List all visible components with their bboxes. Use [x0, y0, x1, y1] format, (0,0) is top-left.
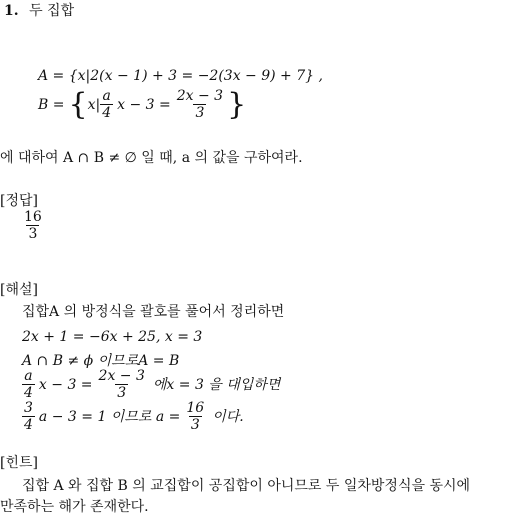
solution-fraction	[22, 368, 35, 401]
fraction-numerator: 2x − 3	[98, 368, 145, 384]
fraction-numerator: 3	[24, 400, 33, 416]
solution-label: [해설]	[0, 282, 38, 298]
answer-label: [정답]	[0, 193, 38, 209]
fraction-denominator: 3	[190, 417, 200, 433]
fraction-denominator: 4	[24, 417, 33, 433]
solution-line-5	[22, 400, 244, 433]
set-b-fraction-right	[175, 88, 225, 121]
problem-number: 1.	[4, 3, 19, 19]
fraction-denominator: 3	[28, 226, 38, 242]
solution-line-4-middle: x − 3 =	[38, 376, 93, 393]
solution-fraction	[22, 400, 35, 433]
solution-fraction	[97, 368, 147, 401]
fraction-numerator: a	[24, 368, 33, 384]
answer-fraction	[22, 209, 44, 242]
set-b-close-brace: }	[227, 86, 247, 122]
set-a-definition: A = {x|2(x − 1) + 3 = −2(3x − 9) + 7} ,	[38, 68, 323, 84]
solution-line-4-tail: 에x = 3 을 대입하면	[152, 376, 281, 393]
set-b-var: x|	[87, 96, 101, 113]
fraction-denominator: 3	[195, 105, 205, 121]
solution-line-5-tail: 이다.	[212, 408, 244, 425]
fraction-numerator: 16	[186, 400, 205, 416]
fraction-numerator: 16	[24, 209, 42, 225]
set-b-definition	[38, 88, 246, 121]
fraction-numerator: a	[102, 88, 111, 104]
problem-condition: 에 대하여 A ∩ B ≠ ∅ 일 때, a 의 값을 구하여라.	[0, 150, 303, 166]
answer-value	[22, 209, 44, 242]
solution-line-1: 집합A 의 방정식을 괄호를 풀어서 정리하면	[22, 304, 285, 320]
problem-title: 두 집합	[29, 3, 75, 19]
solution-line-2: 2x + 1 = −6x + 25, x = 3	[22, 329, 203, 345]
hint-label: [힌트]	[0, 455, 38, 471]
hint-line-2: 만족하는 해가 존재한다.	[0, 499, 149, 515]
fraction-numerator: 2x − 3	[176, 88, 224, 104]
set-b-open-brace: {	[68, 86, 88, 122]
set-b-lhs: B =	[38, 96, 65, 113]
solution-line-3: A ∩ B ≠ ϕ 이므로A = B	[22, 353, 180, 369]
set-b-fraction-left	[100, 88, 113, 121]
fraction-denominator: 4	[24, 385, 33, 401]
solution-fraction	[184, 400, 206, 433]
fraction-denominator: 4	[102, 105, 112, 121]
fraction-denominator: 3	[117, 385, 127, 401]
problem-header	[4, 3, 74, 19]
solution-line-5-middle: a − 3 = 1 이므로 a =	[38, 408, 181, 425]
set-b-middle: x − 3 =	[117, 96, 171, 113]
solution-line-4	[22, 368, 280, 401]
hint-line-1: 집합 A 와 집합 B 의 교집합이 공집합이 아니므로 두 일차방정식을 동시에	[22, 478, 471, 494]
